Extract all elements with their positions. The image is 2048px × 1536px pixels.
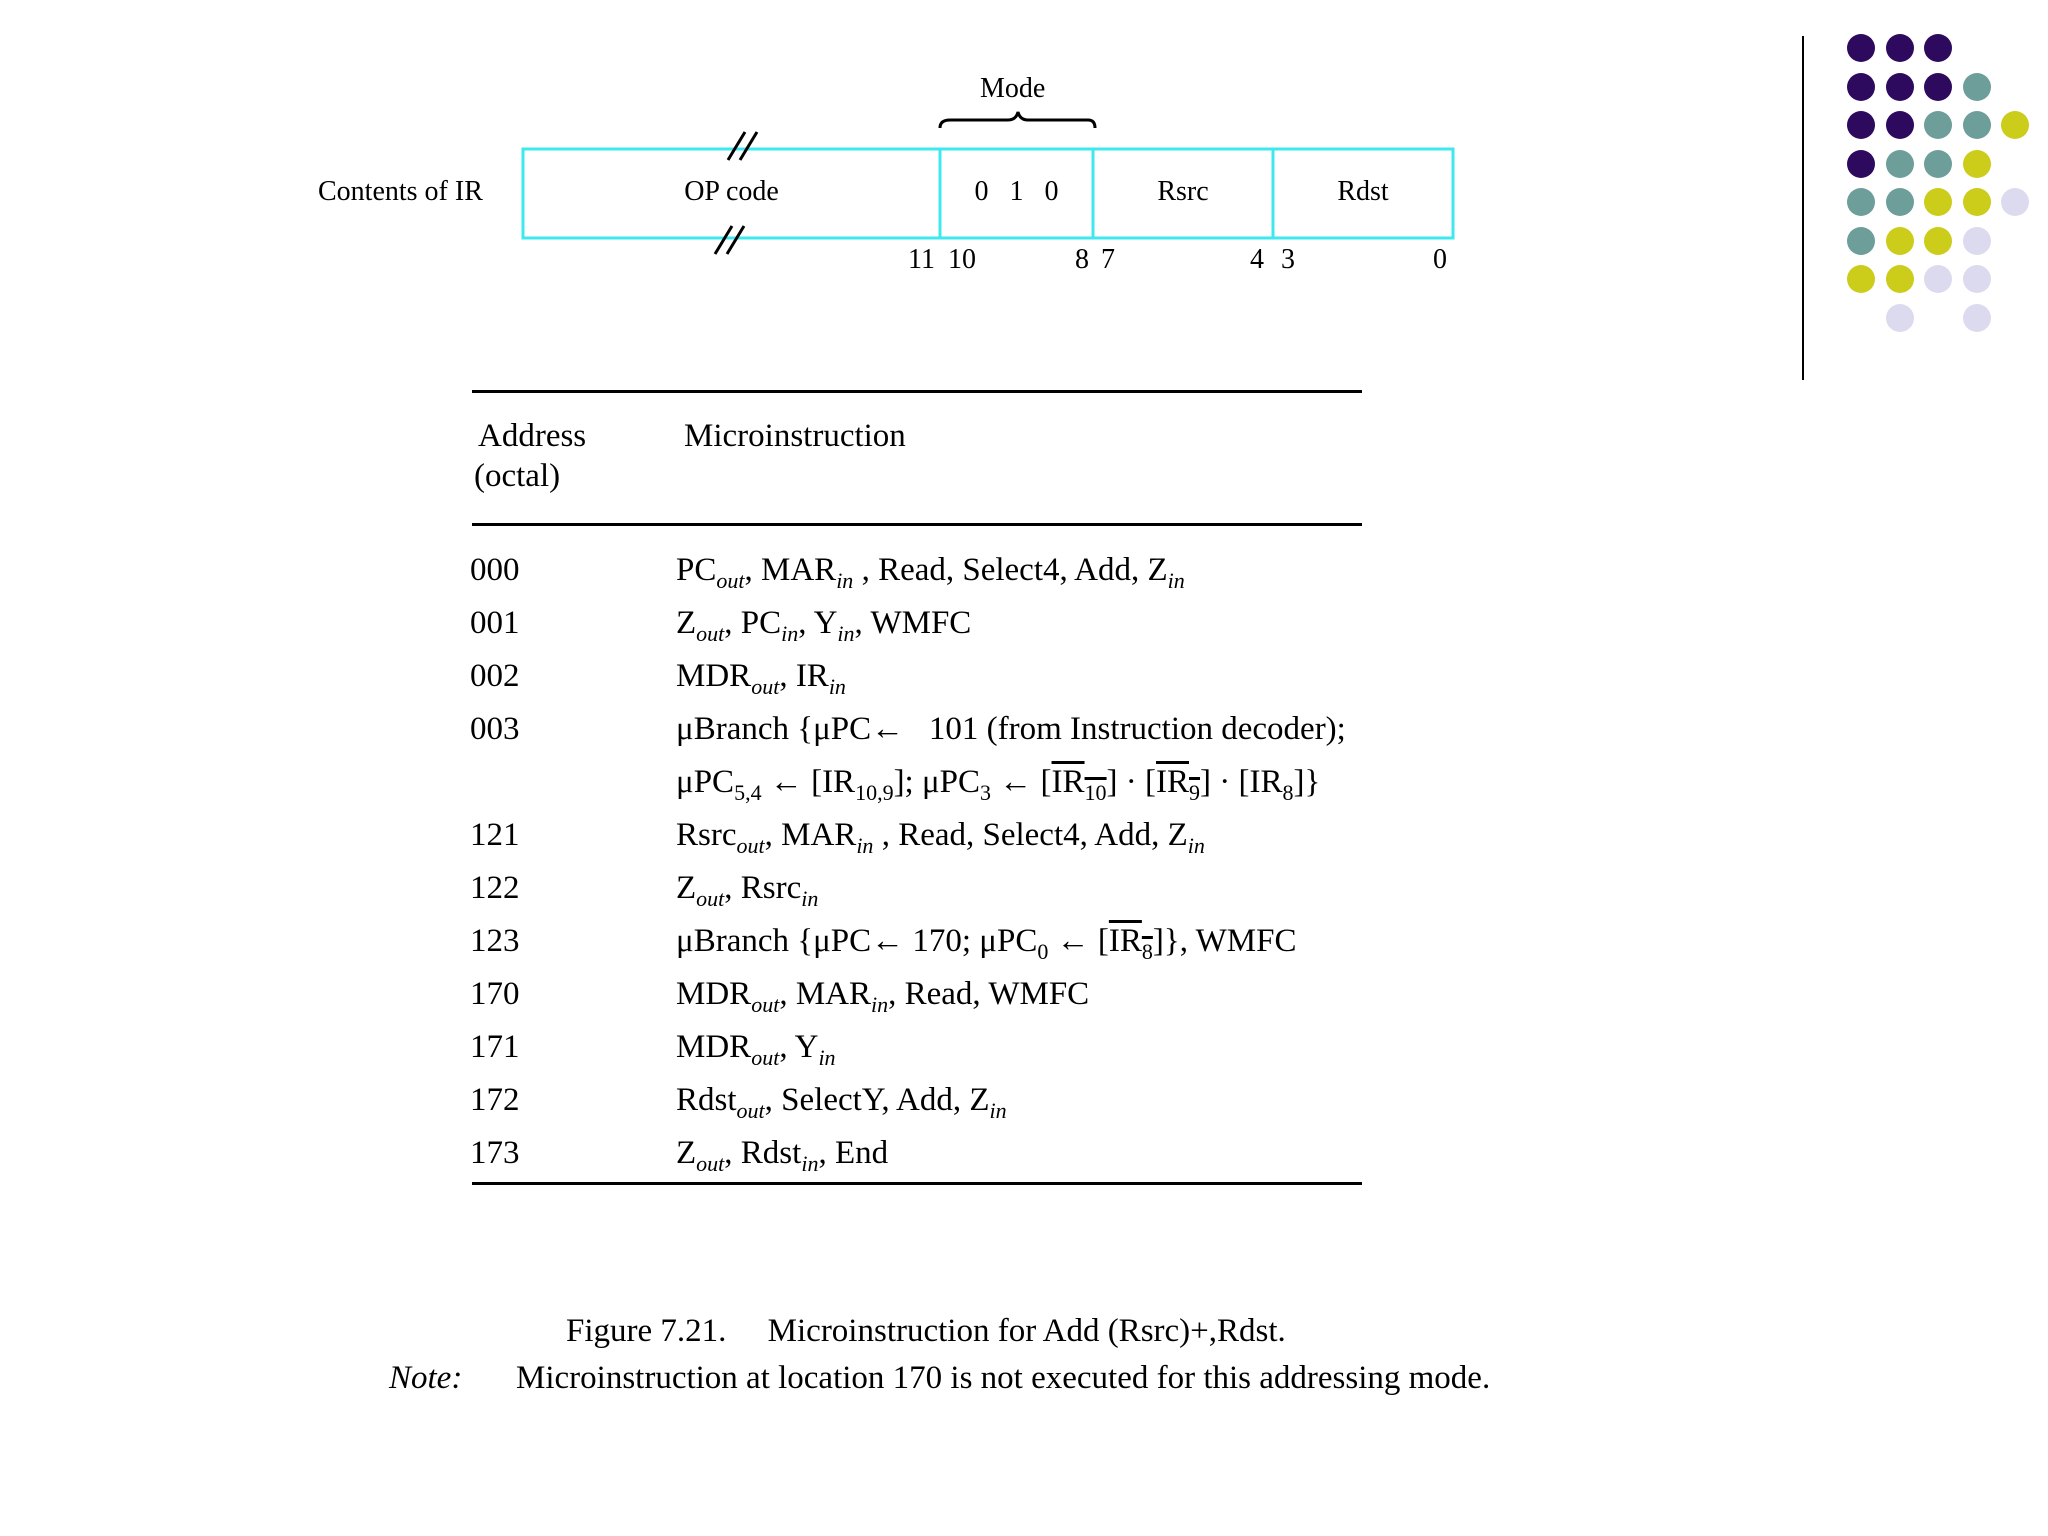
table-header-rule — [472, 523, 1362, 526]
table-row — [470, 815, 1470, 868]
row-microinstruction: $MDR_{out}$, $IR_{in}$ — [676, 658, 846, 699]
bit-number: 8 — [1075, 244, 1089, 275]
row-address: 001 — [470, 605, 520, 641]
table-bottom-rule — [472, 1182, 1362, 1185]
row-microinstruction: $MDR_{out}$, $MAR_{in}$, Read, WMFC — [676, 976, 1090, 1017]
mode-label: Mode — [980, 73, 1046, 104]
field-mode: 0 1 0 — [974, 175, 1059, 207]
decor-dot — [2001, 188, 2029, 216]
note-text: Microinstruction at location 170 is not executed for this addressing mode. — [516, 1360, 1491, 1396]
header-microinstruction: Microinstruction — [684, 418, 906, 454]
decor-dot — [1847, 227, 1875, 255]
decor-dot — [1886, 73, 1914, 101]
bit-number: 3 — [1281, 244, 1295, 275]
note-label: Note: — [389, 1360, 463, 1396]
bit-number: 0 — [1433, 244, 1447, 275]
decor-dot — [1847, 111, 1875, 139]
row-address: 122 — [470, 870, 520, 906]
decor-dot — [1847, 188, 1875, 216]
decor-dot — [1886, 150, 1914, 178]
row-microinstruction: $Z_{out}$, Rdst$_{in}$, End — [676, 1135, 889, 1176]
field-rdst: Rdst — [1337, 175, 1389, 207]
row-microinstruction: $Z_{out}$, $PC_{in}$, $Y_{in}$, WMFC — [676, 605, 972, 646]
row-microinstruction: $MDR_{out}$, $Y_{in}$ — [676, 1029, 836, 1070]
row-microinstruction: Rdst$_{out}$, SelectY, Add, $Z_{in}$ — [676, 1082, 1007, 1123]
bit-number: 10 — [948, 244, 976, 275]
decor-dot — [1924, 265, 1952, 293]
figure-caption: Figure 7.21. Microinstruction for Add (Rsrc)+,Rdst. — [566, 1313, 1286, 1349]
row-address: 172 — [470, 1082, 520, 1118]
table-row — [470, 921, 1470, 974]
table-top-rule — [472, 390, 1362, 393]
row-address: 121 — [470, 817, 520, 853]
decor-dot — [1924, 73, 1952, 101]
decor-dot — [1886, 111, 1914, 139]
field-rsrc: Rsrc — [1157, 175, 1209, 207]
table-row — [470, 762, 1470, 815]
table-row — [470, 1133, 1470, 1186]
decor-dot — [1924, 150, 1952, 178]
row-address: 171 — [470, 1029, 520, 1065]
field-opcode: OP code — [684, 175, 779, 207]
mode-brace — [940, 112, 1095, 128]
decor-dot — [1963, 227, 1991, 255]
header-address-unit: (octal) — [474, 458, 561, 494]
decor-dot — [1924, 111, 1952, 139]
row-microinstruction: μBranch {μPC← 101 (from Instruction decoder); — [676, 711, 1346, 747]
decor-dot — [1886, 304, 1914, 332]
decor-dot — [1963, 304, 1991, 332]
table-row — [470, 1027, 1470, 1080]
table-row — [470, 550, 1470, 603]
table-row — [470, 709, 1470, 762]
decor-dot — [1963, 150, 1991, 178]
row-microinstruction: μPC$_{5,4}$ ← $[IR_{10,9}]$; μPC$_3$ ← $[IR_{10}] \cdot [IR_9] \cdot [IR_8]$} — [676, 764, 1321, 805]
table-row — [470, 656, 1470, 709]
decor-dot — [1886, 34, 1914, 62]
row-address: 000 — [470, 552, 520, 588]
decor-dot — [1886, 188, 1914, 216]
row-microinstruction: $Z_{out}$, Rsrc$_{in}$ — [676, 870, 819, 911]
row-address: 173 — [470, 1135, 520, 1171]
decor-dot — [1847, 150, 1875, 178]
table-row — [470, 603, 1470, 656]
row-address: 123 — [470, 923, 520, 959]
row-address: 170 — [470, 976, 520, 1012]
bit-number: 4 — [1250, 244, 1264, 275]
ir-row-label: Contents of IR — [318, 176, 483, 207]
bit-number: 7 — [1101, 244, 1115, 275]
decor-vertical-rule — [1802, 36, 1804, 380]
decor-dot — [1924, 227, 1952, 255]
header-address: Address — [478, 418, 587, 454]
table-row — [470, 868, 1470, 921]
decor-dot — [1847, 34, 1875, 62]
decor-dot — [2001, 111, 2029, 139]
decor-dot — [1963, 111, 1991, 139]
decor-dot — [1847, 73, 1875, 101]
row-address: 002 — [470, 658, 520, 694]
decor-dot — [1963, 188, 1991, 216]
table-row — [470, 1080, 1470, 1133]
decor-dot — [1886, 227, 1914, 255]
row-address: 003 — [470, 711, 520, 747]
decor-dot — [1924, 34, 1952, 62]
bit-number: 11 — [908, 244, 935, 275]
decor-dot — [1886, 265, 1914, 293]
decor-dot — [1924, 188, 1952, 216]
decor-dot — [1963, 73, 1991, 101]
row-microinstruction: Rsrc$_{out}$, $MAR_{in}$ , Read, Select4, Add, $Z_{in}$ — [676, 817, 1205, 858]
decor-dot — [1963, 265, 1991, 293]
decor-dot — [1847, 265, 1875, 293]
row-microinstruction: μBranch {μPC← 170; μPC$_0$ ← $[IR_8]$}, WMFC — [676, 923, 1297, 964]
row-microinstruction: $PC_{out}$, $MAR_{in}$ , Read, Select4, Add, $Z_{in}$ — [676, 552, 1185, 593]
table-row — [470, 974, 1470, 1027]
